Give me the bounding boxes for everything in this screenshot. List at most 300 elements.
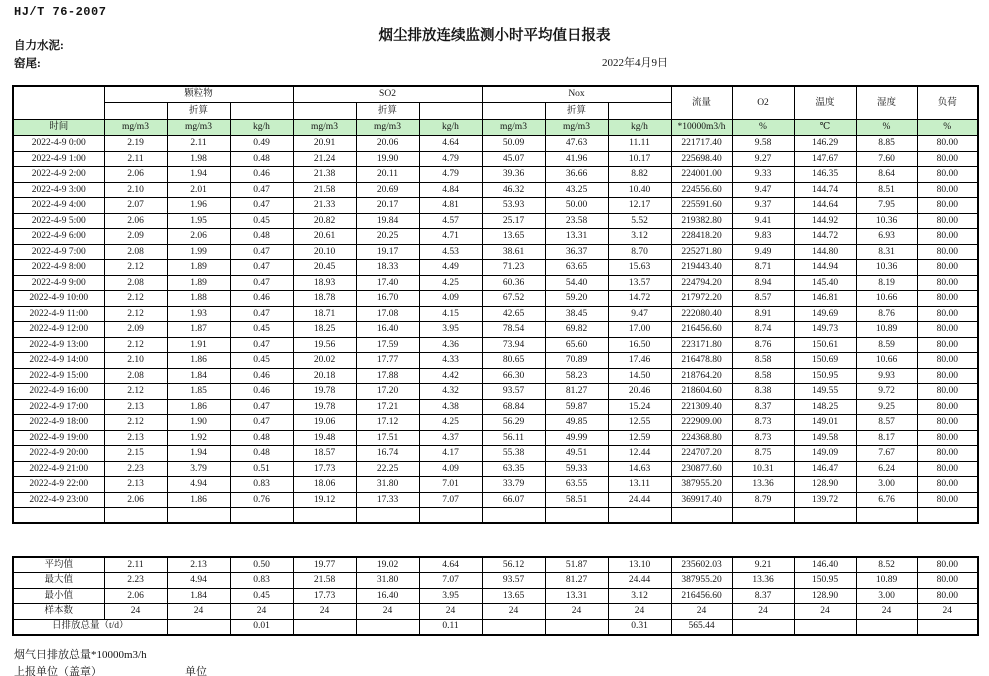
daily-total-value-cell: 0.31 xyxy=(608,619,671,635)
group-temp: 温度 xyxy=(794,86,856,119)
value-cell: 45.07 xyxy=(482,151,545,167)
value-cell: 15.63 xyxy=(608,260,671,276)
value-cell: 2.11 xyxy=(167,136,230,152)
time-cell: 2022-4-9 12:00 xyxy=(13,322,104,338)
empty-cell xyxy=(356,619,419,635)
value-cell: 56.11 xyxy=(482,430,545,446)
empty-cell xyxy=(482,619,545,635)
value-cell: 228418.20 xyxy=(671,229,732,245)
value-cell: 49.85 xyxy=(545,415,608,431)
value-cell: 4.17 xyxy=(419,446,482,462)
value-cell: 50.09 xyxy=(482,136,545,152)
data-row xyxy=(13,167,978,183)
value-cell: 4.79 xyxy=(419,151,482,167)
value-cell: 20.91 xyxy=(293,136,356,152)
unit-kg: kg/h xyxy=(230,119,293,136)
value-cell: 80.00 xyxy=(917,477,978,493)
value-cell: 68.84 xyxy=(482,399,545,415)
reporting-unit-label: 上报单位（盖章） xyxy=(14,666,102,676)
empty-cell xyxy=(13,508,104,524)
value-cell: 225698.40 xyxy=(671,151,732,167)
value-cell: 19.56 xyxy=(293,337,356,353)
value-cell: 80.00 xyxy=(917,229,978,245)
value-cell: 144.92 xyxy=(794,213,856,229)
time-cell: 2022-4-9 15:00 xyxy=(13,368,104,384)
value-cell: 4.33 xyxy=(419,353,482,369)
value-cell: 10.36 xyxy=(856,260,917,276)
data-row xyxy=(13,306,978,322)
value-cell: 59.33 xyxy=(545,461,608,477)
empty-cell xyxy=(794,508,856,524)
summary-value-cell: 80.00 xyxy=(917,557,978,573)
value-cell: 39.36 xyxy=(482,167,545,183)
value-cell: 46.32 xyxy=(482,182,545,198)
summary-row-label: 最小值 xyxy=(13,588,104,604)
value-cell: 149.55 xyxy=(794,384,856,400)
summary-value-cell: 24 xyxy=(167,604,230,620)
value-cell: 80.00 xyxy=(917,260,978,276)
value-cell: 11.11 xyxy=(608,136,671,152)
data-row xyxy=(13,275,978,291)
value-cell: 9.27 xyxy=(732,151,794,167)
data-row xyxy=(13,260,978,276)
value-cell: 80.00 xyxy=(917,353,978,369)
empty-cell xyxy=(167,508,230,524)
data-row xyxy=(13,322,978,338)
value-cell: 0.47 xyxy=(230,337,293,353)
summary-value-cell: 19.77 xyxy=(293,557,356,573)
unit-pct: % xyxy=(856,119,917,136)
value-cell: 149.09 xyxy=(794,446,856,462)
empty-cell xyxy=(856,508,917,524)
value-cell: 4.32 xyxy=(419,384,482,400)
value-cell: 150.69 xyxy=(794,353,856,369)
value-cell: 8.94 xyxy=(732,275,794,291)
value-cell: 4.09 xyxy=(419,461,482,477)
value-cell: 8.91 xyxy=(732,306,794,322)
empty-cell xyxy=(419,103,482,120)
value-cell: 80.00 xyxy=(917,306,978,322)
value-cell: 0.47 xyxy=(230,198,293,214)
summary-row xyxy=(13,604,978,620)
page-title: 烟尘排放连续监测小时平均值日报表 xyxy=(378,28,611,44)
value-cell: 144.64 xyxy=(794,198,856,214)
daily-total-value-cell: 565.44 xyxy=(671,619,732,635)
summary-value-cell: 4.94 xyxy=(167,573,230,589)
value-cell: 0.48 xyxy=(230,430,293,446)
value-cell: 218764.20 xyxy=(671,368,732,384)
value-cell: 20.06 xyxy=(356,136,419,152)
value-cell: 4.09 xyxy=(419,291,482,307)
time-cell: 2022-4-9 6:00 xyxy=(13,229,104,245)
value-cell: 21.24 xyxy=(293,151,356,167)
summary-value-cell: 24 xyxy=(356,604,419,620)
summary-value-cell: 235602.03 xyxy=(671,557,732,573)
flue-gas-total-note: 烟气日排放总量*10000m3/h xyxy=(14,649,147,661)
station-label: 窑尾: xyxy=(14,58,41,70)
value-cell: 17.40 xyxy=(356,275,419,291)
value-cell: 0.47 xyxy=(230,182,293,198)
summary-value-cell: 24 xyxy=(794,604,856,620)
value-cell: 17.73 xyxy=(293,461,356,477)
value-cell: 13.65 xyxy=(482,229,545,245)
value-cell: 73.94 xyxy=(482,337,545,353)
daily-total-row xyxy=(13,619,978,635)
value-cell: 47.63 xyxy=(545,136,608,152)
value-cell: 10.66 xyxy=(856,291,917,307)
value-cell: 10.36 xyxy=(856,213,917,229)
time-cell: 2022-4-9 17:00 xyxy=(13,399,104,415)
value-cell: 80.00 xyxy=(917,167,978,183)
value-cell: 3.95 xyxy=(419,322,482,338)
value-cell: 13.31 xyxy=(545,229,608,245)
value-cell: 38.45 xyxy=(545,306,608,322)
value-cell: 2.19 xyxy=(104,136,167,152)
summary-value-cell: 13.10 xyxy=(608,557,671,573)
value-cell: 146.35 xyxy=(794,167,856,183)
summary-value-cell: 24 xyxy=(671,604,732,620)
value-cell: 80.00 xyxy=(917,182,978,198)
group-so2: SO2 xyxy=(293,86,482,103)
value-cell: 4.42 xyxy=(419,368,482,384)
summary-row xyxy=(13,557,978,573)
group-pm: 颗粒物 xyxy=(104,86,293,103)
value-cell: 387955.20 xyxy=(671,477,732,493)
value-cell: 20.46 xyxy=(608,384,671,400)
data-row xyxy=(13,368,978,384)
value-cell: 16.70 xyxy=(356,291,419,307)
value-cell: 31.80 xyxy=(356,477,419,493)
summary-value-cell: 9.21 xyxy=(732,557,794,573)
value-cell: 2.13 xyxy=(104,477,167,493)
time-cell: 2022-4-9 23:00 xyxy=(13,492,104,508)
time-cell: 2022-4-9 16:00 xyxy=(13,384,104,400)
group-nox: Nox xyxy=(482,86,671,103)
value-cell: 8.82 xyxy=(608,167,671,183)
value-cell: 80.00 xyxy=(917,291,978,307)
value-cell: 1.94 xyxy=(167,167,230,183)
value-cell: 19.78 xyxy=(293,384,356,400)
value-cell: 8.76 xyxy=(856,306,917,322)
value-cell: 80.00 xyxy=(917,136,978,152)
empty-cell xyxy=(293,508,356,524)
empty-cell xyxy=(230,103,293,120)
value-cell: 224368.80 xyxy=(671,430,732,446)
value-cell: 1.99 xyxy=(167,244,230,260)
time-cell: 2022-4-9 1:00 xyxy=(13,151,104,167)
value-cell: 149.01 xyxy=(794,415,856,431)
data-row xyxy=(13,461,978,477)
value-cell: 19.17 xyxy=(356,244,419,260)
value-cell: 2.10 xyxy=(104,182,167,198)
value-cell: 4.81 xyxy=(419,198,482,214)
summary-value-cell: 24 xyxy=(732,604,794,620)
value-cell: 18.71 xyxy=(293,306,356,322)
data-row xyxy=(13,136,978,152)
value-cell: 66.30 xyxy=(482,368,545,384)
time-column-header: 时间 xyxy=(13,119,104,136)
value-cell: 1.86 xyxy=(167,353,230,369)
time-cell: 2022-4-9 21:00 xyxy=(13,461,104,477)
summary-value-cell: 0.83 xyxy=(230,573,293,589)
value-cell: 20.17 xyxy=(356,198,419,214)
company-label: 自力水泥: xyxy=(14,40,64,52)
value-cell: 81.27 xyxy=(545,384,608,400)
data-row xyxy=(13,244,978,260)
time-cell: 2022-4-9 7:00 xyxy=(13,244,104,260)
value-cell: 2.12 xyxy=(104,415,167,431)
value-cell: 17.88 xyxy=(356,368,419,384)
value-cell: 2.08 xyxy=(104,368,167,384)
value-cell: 146.29 xyxy=(794,136,856,152)
value-cell: 16.40 xyxy=(356,322,419,338)
data-row xyxy=(13,353,978,369)
value-cell: 144.72 xyxy=(794,229,856,245)
value-cell: 4.38 xyxy=(419,399,482,415)
value-cell: 1.89 xyxy=(167,275,230,291)
time-cell: 2022-4-9 18:00 xyxy=(13,415,104,431)
value-cell: 80.65 xyxy=(482,353,545,369)
empty-cell xyxy=(545,508,608,524)
value-cell: 19.48 xyxy=(293,430,356,446)
pm-converted-label: 折算 xyxy=(167,103,230,120)
value-cell: 4.49 xyxy=(419,260,482,276)
value-cell: 145.40 xyxy=(794,275,856,291)
summary-value-cell: 24 xyxy=(917,604,978,620)
value-cell: 9.72 xyxy=(856,384,917,400)
value-cell: 148.25 xyxy=(794,399,856,415)
value-cell: 17.08 xyxy=(356,306,419,322)
value-cell: 50.00 xyxy=(545,198,608,214)
so2-converted-label: 折算 xyxy=(356,103,419,120)
value-cell: 4.57 xyxy=(419,213,482,229)
value-cell: 0.51 xyxy=(230,461,293,477)
value-cell: 2.23 xyxy=(104,461,167,477)
value-cell: 8.17 xyxy=(856,430,917,446)
summary-value-cell: 56.12 xyxy=(482,557,545,573)
value-cell: 1.86 xyxy=(167,399,230,415)
value-cell: 7.60 xyxy=(856,151,917,167)
value-cell: 0.47 xyxy=(230,306,293,322)
value-cell: 224001.00 xyxy=(671,167,732,183)
value-cell: 53.93 xyxy=(482,198,545,214)
group-header-row xyxy=(13,86,978,103)
summary-value-cell: 0.50 xyxy=(230,557,293,573)
value-cell: 4.94 xyxy=(167,477,230,493)
hourly-data-table xyxy=(12,85,979,524)
value-cell: 21.38 xyxy=(293,167,356,183)
value-cell: 19.78 xyxy=(293,399,356,415)
value-cell: 8.73 xyxy=(732,415,794,431)
value-cell: 7.07 xyxy=(419,492,482,508)
value-cell: 4.25 xyxy=(419,275,482,291)
value-cell: 0.48 xyxy=(230,446,293,462)
summary-value-cell: 21.58 xyxy=(293,573,356,589)
value-cell: 10.17 xyxy=(608,151,671,167)
value-cell: 42.65 xyxy=(482,306,545,322)
value-cell: 14.50 xyxy=(608,368,671,384)
summary-value-cell: 3.00 xyxy=(856,588,917,604)
unit-mg: mg/m3 xyxy=(545,119,608,136)
time-cell: 2022-4-9 20:00 xyxy=(13,446,104,462)
summary-value-cell: 24.44 xyxy=(608,573,671,589)
value-cell: 7.95 xyxy=(856,198,917,214)
summary-value-cell: 16.40 xyxy=(356,588,419,604)
time-cell: 2022-4-9 22:00 xyxy=(13,477,104,493)
value-cell: 0.47 xyxy=(230,415,293,431)
value-cell: 8.58 xyxy=(732,353,794,369)
value-cell: 144.74 xyxy=(794,182,856,198)
value-cell: 219382.80 xyxy=(671,213,732,229)
value-cell: 18.25 xyxy=(293,322,356,338)
empty-cell xyxy=(917,508,978,524)
value-cell: 6.93 xyxy=(856,229,917,245)
value-cell: 8.37 xyxy=(732,399,794,415)
value-cell: 150.61 xyxy=(794,337,856,353)
value-cell: 5.52 xyxy=(608,213,671,229)
empty-cell xyxy=(732,508,794,524)
value-cell: 55.38 xyxy=(482,446,545,462)
value-cell: 17.00 xyxy=(608,322,671,338)
value-cell: 80.00 xyxy=(917,368,978,384)
data-row xyxy=(13,415,978,431)
summary-value-cell: 150.95 xyxy=(794,573,856,589)
value-cell: 80.00 xyxy=(917,213,978,229)
value-cell: 146.47 xyxy=(794,461,856,477)
value-cell: 4.37 xyxy=(419,430,482,446)
value-cell: 2.12 xyxy=(104,291,167,307)
unit-pct: % xyxy=(917,119,978,136)
value-cell: 8.73 xyxy=(732,430,794,446)
value-cell: 222909.00 xyxy=(671,415,732,431)
value-cell: 63.55 xyxy=(545,477,608,493)
value-cell: 80.00 xyxy=(917,198,978,214)
value-cell: 2.12 xyxy=(104,384,167,400)
value-cell: 9.47 xyxy=(608,306,671,322)
summary-value-cell: 24 xyxy=(545,604,608,620)
value-cell: 1.89 xyxy=(167,260,230,276)
value-cell: 8.59 xyxy=(856,337,917,353)
unit-temp: ℃ xyxy=(794,119,856,136)
data-row xyxy=(13,151,978,167)
value-cell: 13.36 xyxy=(732,477,794,493)
time-cell: 2022-4-9 3:00 xyxy=(13,182,104,198)
value-cell: 17.21 xyxy=(356,399,419,415)
summary-value-cell: 8.37 xyxy=(732,588,794,604)
value-cell: 18.93 xyxy=(293,275,356,291)
value-cell: 6.76 xyxy=(856,492,917,508)
value-cell: 0.83 xyxy=(230,477,293,493)
value-cell: 9.37 xyxy=(732,198,794,214)
value-cell: 369917.40 xyxy=(671,492,732,508)
value-cell: 13.11 xyxy=(608,477,671,493)
summary-value-cell: 2.23 xyxy=(104,573,167,589)
value-cell: 225591.60 xyxy=(671,198,732,214)
value-cell: 10.31 xyxy=(732,461,794,477)
summary-value-cell: 19.02 xyxy=(356,557,419,573)
value-cell: 24.44 xyxy=(608,492,671,508)
value-cell: 18.33 xyxy=(356,260,419,276)
value-cell: 80.00 xyxy=(917,430,978,446)
value-cell: 1.95 xyxy=(167,213,230,229)
value-cell: 71.23 xyxy=(482,260,545,276)
unit-mg: mg/m3 xyxy=(167,119,230,136)
empty-cell xyxy=(794,619,856,635)
value-cell: 1.91 xyxy=(167,337,230,353)
value-cell: 2.10 xyxy=(104,353,167,369)
value-cell: 150.95 xyxy=(794,368,856,384)
value-cell: 20.02 xyxy=(293,353,356,369)
value-cell: 221309.40 xyxy=(671,399,732,415)
value-cell: 17.77 xyxy=(356,353,419,369)
value-cell: 7.67 xyxy=(856,446,917,462)
time-cell: 2022-4-9 14:00 xyxy=(13,353,104,369)
value-cell: 4.36 xyxy=(419,337,482,353)
value-cell: 224556.60 xyxy=(671,182,732,198)
value-cell: 147.67 xyxy=(794,151,856,167)
empty-cell xyxy=(608,103,671,120)
value-cell: 58.51 xyxy=(545,492,608,508)
value-cell: 0.45 xyxy=(230,213,293,229)
value-cell: 9.33 xyxy=(732,167,794,183)
value-cell: 2.13 xyxy=(104,430,167,446)
value-cell: 2.09 xyxy=(104,229,167,245)
value-cell: 2.06 xyxy=(167,229,230,245)
value-cell: 146.81 xyxy=(794,291,856,307)
value-cell: 49.99 xyxy=(545,430,608,446)
value-cell: 9.47 xyxy=(732,182,794,198)
group-o2: O2 xyxy=(732,86,794,119)
value-cell: 36.66 xyxy=(545,167,608,183)
summary-value-cell: 24 xyxy=(856,604,917,620)
summary-table xyxy=(12,556,979,636)
value-cell: 20.82 xyxy=(293,213,356,229)
empty-cell xyxy=(856,619,917,635)
summary-row xyxy=(13,588,978,604)
summary-value-cell: 2.11 xyxy=(104,557,167,573)
summary-value-cell: 13.65 xyxy=(482,588,545,604)
value-cell: 6.24 xyxy=(856,461,917,477)
empty-cell xyxy=(482,103,545,120)
value-cell: 12.44 xyxy=(608,446,671,462)
value-cell: 80.00 xyxy=(917,244,978,260)
value-cell: 2.01 xyxy=(167,182,230,198)
value-cell: 59.20 xyxy=(545,291,608,307)
value-cell: 17.33 xyxy=(356,492,419,508)
value-cell: 2.06 xyxy=(104,167,167,183)
value-cell: 216478.80 xyxy=(671,353,732,369)
summary-value-cell: 3.12 xyxy=(608,588,671,604)
value-cell: 0.46 xyxy=(230,368,293,384)
value-cell: 18.06 xyxy=(293,477,356,493)
value-cell: 65.60 xyxy=(545,337,608,353)
summary-value-cell: 13.36 xyxy=(732,573,794,589)
value-cell: 4.84 xyxy=(419,182,482,198)
value-cell: 2.11 xyxy=(104,151,167,167)
value-cell: 0.46 xyxy=(230,291,293,307)
summary-value-cell: 24 xyxy=(293,604,356,620)
value-cell: 149.73 xyxy=(794,322,856,338)
data-row xyxy=(13,229,978,245)
data-row xyxy=(13,291,978,307)
time-cell: 2022-4-9 4:00 xyxy=(13,198,104,214)
summary-row-label: 样本数 xyxy=(13,604,104,620)
unit-mg: mg/m3 xyxy=(293,119,356,136)
time-cell: 2022-4-9 2:00 xyxy=(13,167,104,183)
value-cell: 12.59 xyxy=(608,430,671,446)
value-cell: 17.12 xyxy=(356,415,419,431)
summary-value-cell: 8.52 xyxy=(856,557,917,573)
